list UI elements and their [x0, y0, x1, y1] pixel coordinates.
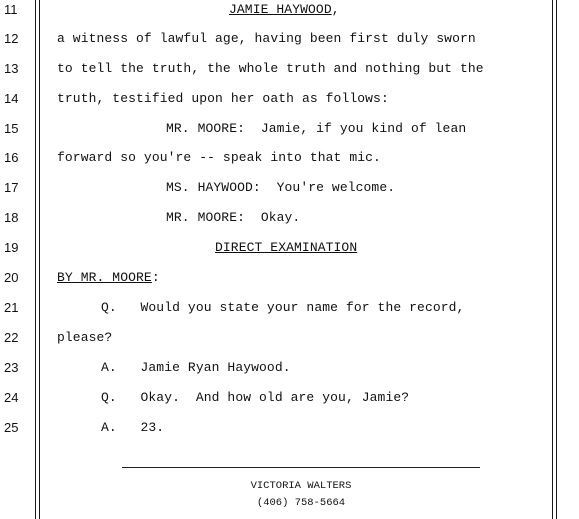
line-number: 15	[4, 121, 19, 136]
transcript-line	[0, 29, 579, 58]
line-number: 12	[4, 31, 19, 46]
line-text: Q. Would you state your name for the record,	[101, 300, 465, 315]
transcript-line	[0, 59, 579, 88]
line-text: to tell the truth, the whole truth and nothing but the	[57, 61, 484, 76]
line-text	[57, 268, 160, 288]
line-number: 23	[4, 360, 19, 375]
transcript-line	[0, 178, 579, 207]
transcript-line	[0, 208, 579, 237]
examiner-heading: BY MR. MOORE	[57, 270, 152, 285]
line-number: 14	[4, 91, 19, 106]
line-number: 19	[4, 240, 19, 255]
line-text: a witness of lawful age, having been first duly sworn	[57, 31, 476, 46]
line-text	[229, 0, 340, 20]
transcript-line	[0, 328, 579, 357]
line-number: 17	[4, 180, 19, 195]
line-text: MR. MOORE: Okay.	[166, 210, 301, 225]
line-text: Q. Okay. And how old are you, Jamie?	[101, 390, 410, 405]
heading-suffix: ,	[331, 2, 340, 17]
line-text: A. 23.	[101, 420, 165, 435]
transcript-line	[0, 268, 579, 297]
line-number: 20	[4, 270, 19, 285]
line-number: 24	[4, 390, 19, 405]
transcript-line	[0, 119, 579, 148]
line-text: MR. MOORE: Jamie, if you kind of lean	[166, 121, 467, 136]
footer-rule	[122, 467, 480, 468]
section-heading: DIRECT EXAMINATION	[215, 240, 358, 255]
line-text: forward so you're -- speak into that mic.	[57, 150, 381, 165]
transcript-line	[0, 238, 579, 267]
line-text: A. Jamie Ryan Haywood.	[101, 360, 291, 375]
line-text: truth, testified upon her oath as follows:	[57, 91, 389, 106]
line-text: MS. HAYWOOD: You're welcome.	[166, 180, 396, 195]
heading-suffix: :	[151, 270, 160, 285]
line-number: 11	[4, 2, 18, 17]
transcript-line	[0, 0, 579, 29]
transcript-line	[0, 148, 579, 177]
line-number: 18	[4, 210, 19, 225]
transcript-line	[0, 89, 579, 118]
reporter-phone: (406) 758-5664	[256, 497, 346, 509]
line-number: 25	[4, 420, 19, 435]
transcript-line	[0, 358, 579, 387]
line-number: 21	[4, 300, 19, 315]
transcript-line	[0, 298, 579, 327]
witness-name-heading: JAMIE HAYWOOD	[229, 2, 332, 17]
reporter-name: VICTORIA WALTERS	[250, 480, 352, 492]
line-number: 22	[4, 330, 19, 345]
line-number: 16	[4, 150, 19, 165]
line-text: please?	[57, 330, 113, 345]
line-number: 13	[4, 61, 19, 76]
transcript-line	[0, 418, 579, 447]
transcript-line	[0, 388, 579, 417]
